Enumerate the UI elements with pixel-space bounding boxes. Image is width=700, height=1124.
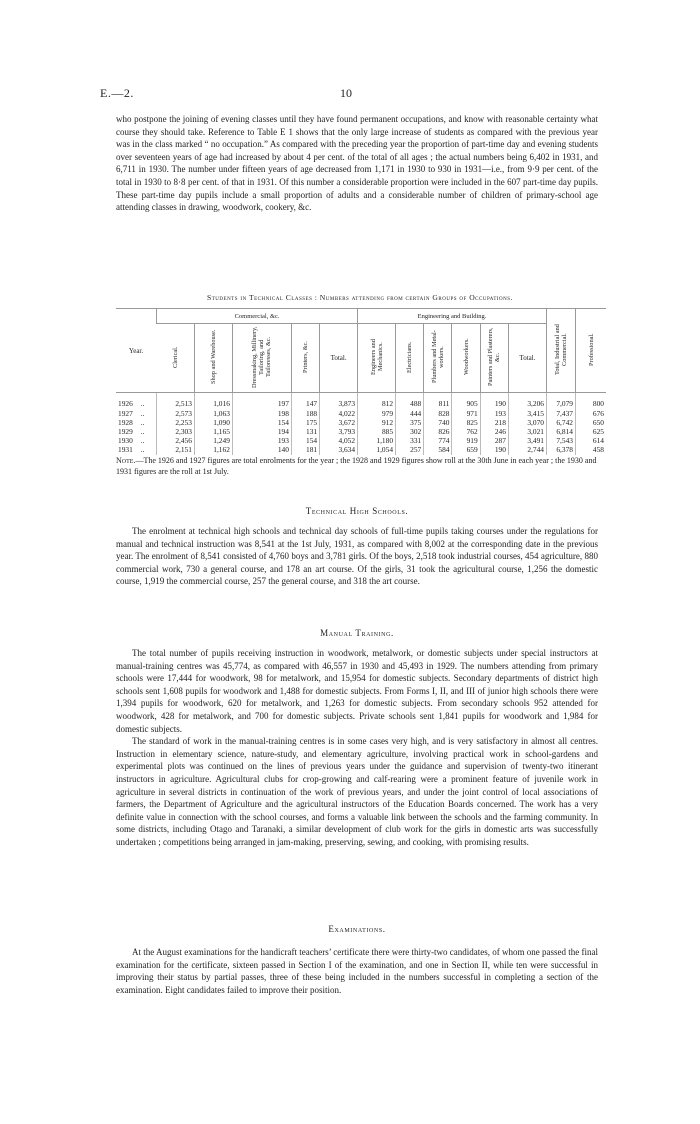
table-cell: 193 <box>480 409 508 418</box>
col-header-dressmaking: Dressmaking, Millinery, Tailoring, and Tailoresses, &c. <box>232 324 291 393</box>
table-row <box>116 445 606 454</box>
table-cell: 488 <box>396 393 424 409</box>
table-note <box>116 455 598 477</box>
year-value: 1929 <box>118 426 133 436</box>
table-cell: 375 <box>396 418 424 427</box>
table-cell: 825 <box>452 418 480 427</box>
table-column-header-row <box>116 324 606 393</box>
table-cell: 218 <box>480 418 508 427</box>
table-cell: 812 <box>358 393 396 409</box>
table-cell: 2,303 <box>157 427 195 436</box>
table-cell: 302 <box>396 427 424 436</box>
table-cell: 614 <box>576 436 607 445</box>
table-cell: 458 <box>576 445 607 454</box>
technical-high-schools-heading: Technical High Schools. <box>305 506 409 516</box>
manual-training-heading: Manual Training. <box>320 628 394 638</box>
table-cell: 676 <box>576 409 607 418</box>
table-cell: 4,022 <box>320 409 358 418</box>
commercial-group-header: Commercial, &c. <box>157 309 358 324</box>
table-cell: 154 <box>232 418 291 427</box>
table-cell: 774 <box>424 436 452 445</box>
table-row <box>116 409 606 418</box>
table-cell: 7,079 <box>547 393 576 409</box>
manual-training-paragraph-2: The standard of work in the manual-training centres is in some cases very high, and is very satisfactory in almost all centres. Instruction in elementary science, nature-study, and elementary agriculture, involving practical work in school-gardens and experimental plots was continued on the lines of previous years under the guidance and supervision of twenty-two itinerant instructors in agriculture. Agricultural clubs for crop-growing and calf-rearing were a prominent feature of juvenile work in agriculture in several districts in continuation of the work of previous years, and under the joint control of local associations of farmers, the Department of Agriculture and the agricultural instructors of the Education Boards concerned. The work has a very definite value in connection with the school courses, and forms a valuable link between the schools and the farming community. In some districts, including Otago and Taranaki, a similar development of club work for the girls in domestic arts was successfully undertaken ; competitions being arranged in jam-making, preserving, sewing, and cooking, with promising results. <box>116 736 598 847</box>
year-value: 1930 <box>118 436 133 446</box>
note-label: Note. <box>116 456 136 465</box>
table-cell: 2,151 <box>157 445 195 454</box>
table-cell: 188 <box>291 409 319 418</box>
table-cell: 444 <box>396 409 424 418</box>
col-header-professional: Professional. <box>576 309 607 393</box>
table-cell: 885 <box>358 427 396 436</box>
table-row <box>116 393 606 409</box>
year-value: 1928 <box>118 417 133 427</box>
table-cell: 625 <box>576 427 607 436</box>
leader-dots: .. <box>140 408 145 418</box>
table-cell: 3,021 <box>508 427 546 436</box>
table-cell: 257 <box>396 445 424 454</box>
table-row <box>116 427 606 436</box>
leader-dots: .. <box>140 426 145 436</box>
col-header-printers: Printers, &c. <box>291 324 319 393</box>
table-cell: 190 <box>480 445 508 454</box>
year-cell <box>116 436 157 445</box>
table-cell: 905 <box>452 393 480 409</box>
year-value: 1927 <box>118 408 133 418</box>
manual-training-section <box>116 628 598 849</box>
table-cell: 1,162 <box>194 445 232 454</box>
table-cell: 3,491 <box>508 436 546 445</box>
col-header-clerical: Clerical. <box>157 324 195 393</box>
leader-dots: .. <box>140 436 145 446</box>
table-cell: 659 <box>452 445 480 454</box>
table-cell: 194 <box>232 427 291 436</box>
col-header-woodworkers: Woodworkers. <box>452 324 480 393</box>
technical-high-schools-section <box>116 506 598 588</box>
table-cell: 154 <box>291 436 319 445</box>
page-number: 10 <box>340 86 352 100</box>
table-cell: 2,456 <box>157 436 195 445</box>
engineering-group-header: Engineering and Building. <box>358 309 547 324</box>
table-group-header-row <box>116 309 606 324</box>
year-cell <box>116 409 157 418</box>
intro-paragraph: who postpone the joining of evening classes until they have found permanent occupations, and know with reasonable certainty what course they should take. Reference to Table E 1 shows that the only large increase of students as compared with the previous year was in the class marked “ no occupation.” As compared with the preceding year the proportion of part-time day and evening students over seventeen years of age had increased by about 4 per cent. of the total of all ages ; the actual numbers being 6,402 in 1931, and 6,711 in 1930. The number under fifteen years of age decreased from 1,171 in 1930 to 930 in 1931—i.e., from 9·9 per cent. of the total in 1930 to 8·8 per cent. of that in 1931. Of this number a considerable proportion were included in the 607 part-time day pupils. These part-time day pupils include a small proportion of adults and a considerable number of children of primary-school age attending classes in drawing, woodwork, cookery, &c. <box>116 114 598 213</box>
table-body <box>116 393 606 455</box>
leader-dots: .. <box>140 417 145 427</box>
table-cell: 1,063 <box>194 409 232 418</box>
table-cell: 4,052 <box>320 436 358 445</box>
table-cell: 198 <box>232 409 291 418</box>
year-value: 1931 <box>118 445 133 455</box>
table-cell: 131 <box>291 427 319 436</box>
year-header: Year. <box>116 309 157 393</box>
col-header-painters: Painters and Plasterers, &c. <box>480 324 508 393</box>
table-title: Students in Technical Classes : Numbers attending from certain Groups of Occupations. <box>207 293 513 302</box>
table-cell: 6,814 <box>547 427 576 436</box>
table-cell: 7,437 <box>547 409 576 418</box>
year-value: 1926 <box>118 399 133 409</box>
col-header-engineering-total: Total. <box>508 324 546 393</box>
table-cell: 246 <box>480 427 508 436</box>
table-cell: 826 <box>424 427 452 436</box>
table-cell: 971 <box>452 409 480 418</box>
table-cell: 3,634 <box>320 445 358 454</box>
leader-dots: .. <box>140 399 145 409</box>
manual-training-paragraph-1: The total number of pupils receiving instruction in woodwork, metalwork, or domestic subjects under special instructors at manual-training centres was 45,774, as compared with 46,557 in 1930 and 45,493 in 1929. The numbers attending from primary schools were 17,444 for woodwork, 98 for metalwork, and 15,954 for domestic subjects. Secondary departments of district high schools sent 1,608 pupils for woodwork and 1,488 for domestic subjects. From Forms I, II, and III of junior high schools there were 1,394 pupils for woodwork, 620 for metalwork, and 1,263 for domestic subjects. From secondary schools 952 attended for woodwork, 428 for metalwork, and 700 for domestic subjects. Private schools sent 1,841 pupils for woodwork and 1,984 for domestic subjects. <box>116 648 598 734</box>
table-cell: 1,090 <box>194 418 232 427</box>
year-cell <box>116 393 157 409</box>
table-cell: 740 <box>424 418 452 427</box>
technical-high-schools-paragraph: The enrolment at technical high schools and technical day schools of full-time pupils taking courses under the regulations for manual and technical instruction was 8,541 at the 1st July, 1931, as compared with 8,002 at the corresponding date in the previous year. The enrolment of 8,541 consisted of 4,760 boys and 3,781 girls. Of the boys, 2,518 took industrial courses, 454 agriculture, 880 commercial work, 730 a general course, and 178 an art course. Of the girls, 31 took the agricultural course, 1,256 the domestic course, 1,919 the commercial course, 257 the general course, and 318 the art course. <box>116 526 598 587</box>
table-cell: 190 <box>480 393 508 409</box>
table-cell: 1,180 <box>358 436 396 445</box>
table-cell: 919 <box>452 436 480 445</box>
table-cell: 762 <box>452 427 480 436</box>
table-cell: 6,378 <box>547 445 576 454</box>
report-code: E.—2. <box>100 86 134 100</box>
table-cell: 912 <box>358 418 396 427</box>
table-cell: 1,016 <box>194 393 232 409</box>
table-cell: 331 <box>396 436 424 445</box>
table-cell: 193 <box>232 436 291 445</box>
occupations-table <box>116 308 606 455</box>
leader-dots: .. <box>140 445 145 455</box>
col-header-electricians: Electricians. <box>396 324 424 393</box>
examinations-section <box>116 924 598 996</box>
year-cell <box>116 445 157 454</box>
table-cell: 800 <box>576 393 607 409</box>
table-cell: 287 <box>480 436 508 445</box>
col-header-shop: Shop and Warehouse. <box>194 324 232 393</box>
col-header-plumbers: Plumbers and Metal-workers. <box>424 324 452 393</box>
table-cell: 3,672 <box>320 418 358 427</box>
table-cell: 3,415 <box>508 409 546 418</box>
table-cell: 2,744 <box>508 445 546 454</box>
col-header-total-industrial: Total, Industrial and Commercial. <box>547 309 576 393</box>
table-cell: 175 <box>291 418 319 427</box>
table-cell: 140 <box>232 445 291 454</box>
note-text: —The 1926 and 1927 figures are total enrolments for the year ; the 1928 and 1929 figures show roll at the 30th June in each year ; the 1930 and 1931 figures are the roll at 1st July. <box>116 456 597 476</box>
table-cell: 1,165 <box>194 427 232 436</box>
year-cell <box>116 427 157 436</box>
table-cell: 2,573 <box>157 409 195 418</box>
table-cell: 1,249 <box>194 436 232 445</box>
table-row <box>116 436 606 445</box>
year-cell <box>116 418 157 427</box>
table-row <box>116 418 606 427</box>
table-cell: 2,513 <box>157 393 195 409</box>
table-cell: 979 <box>358 409 396 418</box>
examinations-heading: Examinations. <box>328 924 386 934</box>
table-cell: 584 <box>424 445 452 454</box>
table-cell: 3,793 <box>320 427 358 436</box>
table-cell: 2,253 <box>157 418 195 427</box>
table-cell: 811 <box>424 393 452 409</box>
table-cell: 650 <box>576 418 607 427</box>
table-cell: 147 <box>291 393 319 409</box>
table-cell: 3,873 <box>320 393 358 409</box>
table-cell: 6,742 <box>547 418 576 427</box>
examinations-paragraph: At the August examinations for the handicraft teachers’ certificate there were thirty-two candidates, of whom one passed the final examination for the certificate, sixteen passed in Section I of the examination, and one in Section II, while ten were successful in improving their status by partial passes, three of these being included in the numbers successful in completing a section of the examination. Eight candidates failed to improve their position. <box>116 947 598 995</box>
table-cell: 7,543 <box>547 436 576 445</box>
table-cell: 3,070 <box>508 418 546 427</box>
intro-section <box>116 113 598 214</box>
col-header-commercial-total: Total. <box>320 324 358 393</box>
table-cell: 197 <box>232 393 291 409</box>
table-cell: 181 <box>291 445 319 454</box>
table-cell: 1,054 <box>358 445 396 454</box>
table-cell: 3,206 <box>508 393 546 409</box>
table-cell: 828 <box>424 409 452 418</box>
col-header-engineers: Engineers and Mechanics. <box>358 324 396 393</box>
